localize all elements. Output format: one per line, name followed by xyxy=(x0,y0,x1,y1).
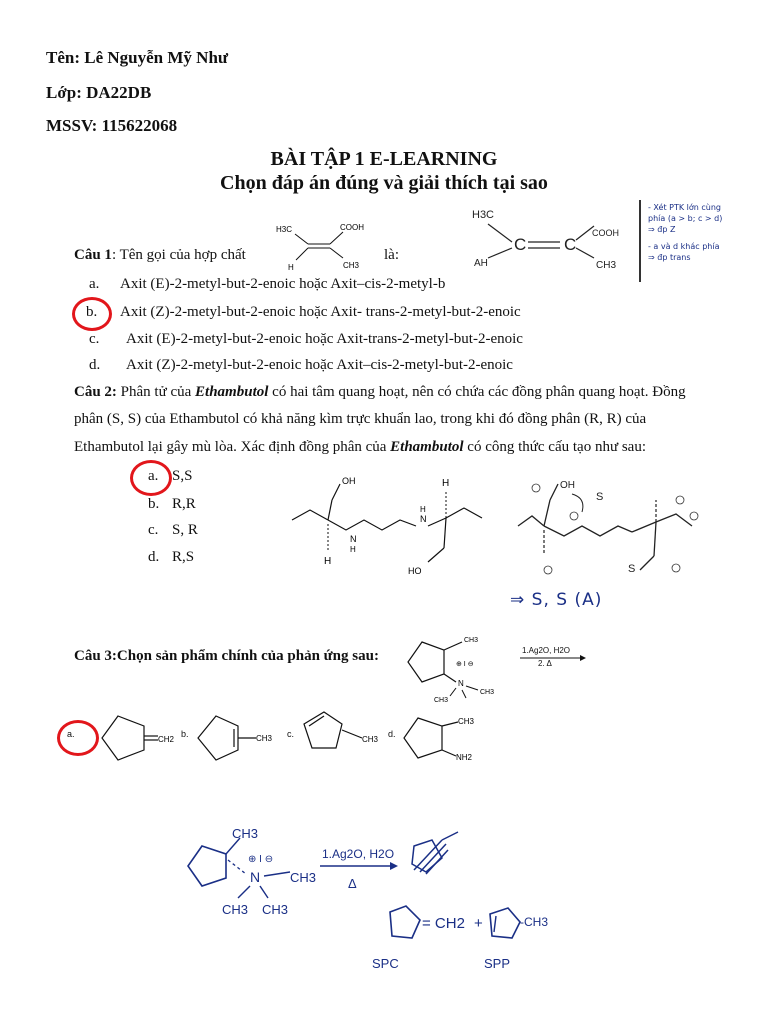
q1-hw-c2: C xyxy=(564,235,577,254)
q1-prompt xyxy=(74,247,246,264)
q2-hw-answer: ⇒ S, S (A) xyxy=(510,590,603,610)
q2-h-bottom-left: H xyxy=(324,556,332,567)
q3-hw-n: N xyxy=(250,869,261,885)
q3-label: Câu 3: xyxy=(74,648,117,664)
q3-hw-ch3-right: CH3 xyxy=(290,870,317,885)
q1-hw-divider xyxy=(639,200,641,282)
q3-reactant-ch3-left: CH3 xyxy=(434,697,449,704)
q2-option-a: S,S xyxy=(172,468,193,484)
q1-prompt-text: : Tên gọi của hợp chất xyxy=(111,247,246,263)
q3-answer-circle xyxy=(57,720,99,756)
q2-h-top: H xyxy=(442,478,450,489)
q2-hw-s1: S xyxy=(596,491,604,503)
q3-option-c-structure xyxy=(296,706,388,766)
q1-handwritten-structure xyxy=(468,196,644,286)
q1-hw-note-5: ⇒ đp trans xyxy=(648,253,691,262)
q1-hw-ch3: CH3 xyxy=(596,260,617,271)
q2-line-1 xyxy=(74,384,686,401)
student-class: Lớp: DA22DB xyxy=(46,83,152,102)
q1-hw-note-3: ⇒ đp Z xyxy=(648,225,676,234)
page-subtitle: Chọn đáp án đúng và giải thích tại sao xyxy=(220,172,548,194)
q3-hw-reagent: 1.Ag2O, H2O xyxy=(322,847,395,861)
q1-hw-cooh: COOH xyxy=(592,228,619,238)
q3-hw-label-spc: SPC xyxy=(372,956,399,971)
q3-option-c-letter: c. xyxy=(287,729,295,739)
q1-suffix: là: xyxy=(384,247,399,263)
q2-n2-h: H xyxy=(420,505,426,514)
q1-option-a-letter: a. xyxy=(89,276,100,292)
q1-hw-notes xyxy=(648,202,722,263)
q1-hw-note-4: - a và d khác phía xyxy=(648,242,720,251)
q3-reaction-arrow xyxy=(520,654,586,662)
q2-hw-oh: OH xyxy=(560,480,575,491)
q1-answer-circle xyxy=(72,297,112,331)
q3-option-a-structure xyxy=(96,712,180,766)
q3-hw-ch3-b2: CH3 xyxy=(262,902,289,917)
q1-option-b-letter: b. xyxy=(86,304,98,320)
q3-option-a-group: CH2 xyxy=(158,735,175,744)
q1-option-d: Axit (Z)-2-metyl-but-2-enoic hoặc Axit–cis-2-metyl-but-2-enoic xyxy=(126,357,513,373)
q3-reagent-1: 1.Ag2O, H2O xyxy=(522,646,571,655)
q3-option-d-group-top: CH3 xyxy=(458,717,475,726)
q3-option-d-group-bottom: NH2 xyxy=(456,753,473,762)
q2-option-c: S, R xyxy=(172,522,198,538)
q3-option-b-structure xyxy=(192,712,284,766)
q3-prompt-text: Chọn sản phẩm chính của phản ứng sau: xyxy=(116,648,379,664)
q1-option-d-letter: d. xyxy=(89,357,101,373)
student-id: MSSV: 115622068 xyxy=(46,116,178,135)
q1-option-b: Axit (Z)-2-metyl-but-2-enoic hoặc Axit- trans-2-metyl-but-2-enoic xyxy=(120,304,521,320)
q2-n1-h: H xyxy=(350,545,356,554)
q3-prompt xyxy=(74,648,379,665)
q3-hw-label-spp: SPP xyxy=(484,956,511,971)
q2-text-d: có công thức cấu tạo như sau: xyxy=(463,439,646,455)
q1-hw-ah: AH xyxy=(474,258,488,269)
q2-text-b: có hai tâm quang hoạt, nên có chứa các đồng phân quang hoạt. Đồng xyxy=(268,384,686,400)
q3-hw-plus: + xyxy=(474,915,483,932)
q2-ethambutol-1: Ethambutol xyxy=(195,384,269,400)
q2-hw-s2: S xyxy=(628,563,636,575)
q3-reactant-charge: ⊕ I ⊖ xyxy=(456,661,474,668)
q1-hw-h3c: H3C xyxy=(472,209,495,221)
q2-option-d: R,S xyxy=(172,549,195,565)
q3-hw-product-1: = CH2 xyxy=(422,915,465,932)
q1-h-label: H xyxy=(288,263,294,272)
q3-hw-delta: Δ xyxy=(348,876,357,891)
q2-ho-label: HO xyxy=(408,566,422,576)
q2-label: Câu 2: xyxy=(74,384,117,400)
q3-reactant-ch3-top: CH3 xyxy=(464,637,479,644)
q2-n2-label: N xyxy=(420,514,427,524)
q2-oh-label: OH xyxy=(342,476,356,486)
q3-reagent-2: 2. Δ xyxy=(538,659,552,668)
q2-ethambutol-structure xyxy=(288,470,502,584)
q3-option-a-letter: a. xyxy=(67,729,75,739)
q3-hw-ch3-b1: CH3 xyxy=(222,902,249,917)
q3-hw-charge: ⊕ I ⊖ xyxy=(248,854,274,865)
q1-hw-c1: C xyxy=(514,235,527,254)
q2-text-c: Ethambutol lại gây mù lòa. Xác định đồng phân của xyxy=(74,439,391,455)
q2-line-3 xyxy=(74,439,646,456)
q3-option-c-group: CH3 xyxy=(362,735,379,744)
q3-hw-product-2: -CH3 xyxy=(520,915,549,929)
q2-n1-label: N xyxy=(350,534,357,544)
q1-option-a: Axit (E)-2-metyl-but-2-enoic hoặc Axit–cis-2-metyl-b xyxy=(120,276,446,292)
q2-line-2: phân (S, S) của Ethambutol có khả năng kìm trực khuẩn lao, trong khi đó đồng phân (R, R) của xyxy=(74,411,647,427)
q1-cooh-label: COOH xyxy=(340,223,364,232)
page-title: BÀI TẬP 1 E-LEARNING xyxy=(270,148,498,170)
q2-option-a-letter: a. xyxy=(148,468,159,484)
q3-handwritten-work xyxy=(176,816,556,986)
q3-option-d-structure xyxy=(398,712,488,770)
q1-label: Câu 1 xyxy=(74,247,112,263)
q1-h3c-label: H3C xyxy=(276,225,293,234)
q1-structure xyxy=(268,212,368,276)
q2-option-b: R,R xyxy=(172,496,196,512)
q2-option-d-letter: d. xyxy=(148,549,160,565)
q3-reactant-n: N xyxy=(458,679,464,688)
student-name: Tên: Lê Nguyễn Mỹ Như xyxy=(46,48,229,67)
q2-option-b-letter: b. xyxy=(148,496,160,512)
q3-option-b-group: CH3 xyxy=(256,734,273,743)
q1-option-c-letter: c. xyxy=(89,331,100,347)
q2-answer-circle xyxy=(130,460,172,496)
q1-option-c: Axit (E)-2-metyl-but-2-enoic hoặc Axit-trans-2-metyl-but-2-enoic xyxy=(126,331,523,347)
q1-hw-note-2: phía (a > b; c > d) xyxy=(648,214,723,223)
q3-reactant-ch3-right: CH3 xyxy=(480,689,495,696)
q3-option-d-letter: d. xyxy=(388,729,396,739)
q3-reactant xyxy=(404,628,516,704)
q1-ch3-label: CH3 xyxy=(343,261,360,270)
q2-ethambutol-2: Ethambutol xyxy=(390,439,464,455)
q3-hw-ch3-top: CH3 xyxy=(232,826,259,841)
q2-text-a: Phân tử của xyxy=(116,384,196,400)
q1-hw-note-1: - Xét PTK lớn cùng xyxy=(648,203,721,212)
q3-option-b-letter: b. xyxy=(181,729,189,739)
q2-option-c-letter: c. xyxy=(148,522,159,538)
